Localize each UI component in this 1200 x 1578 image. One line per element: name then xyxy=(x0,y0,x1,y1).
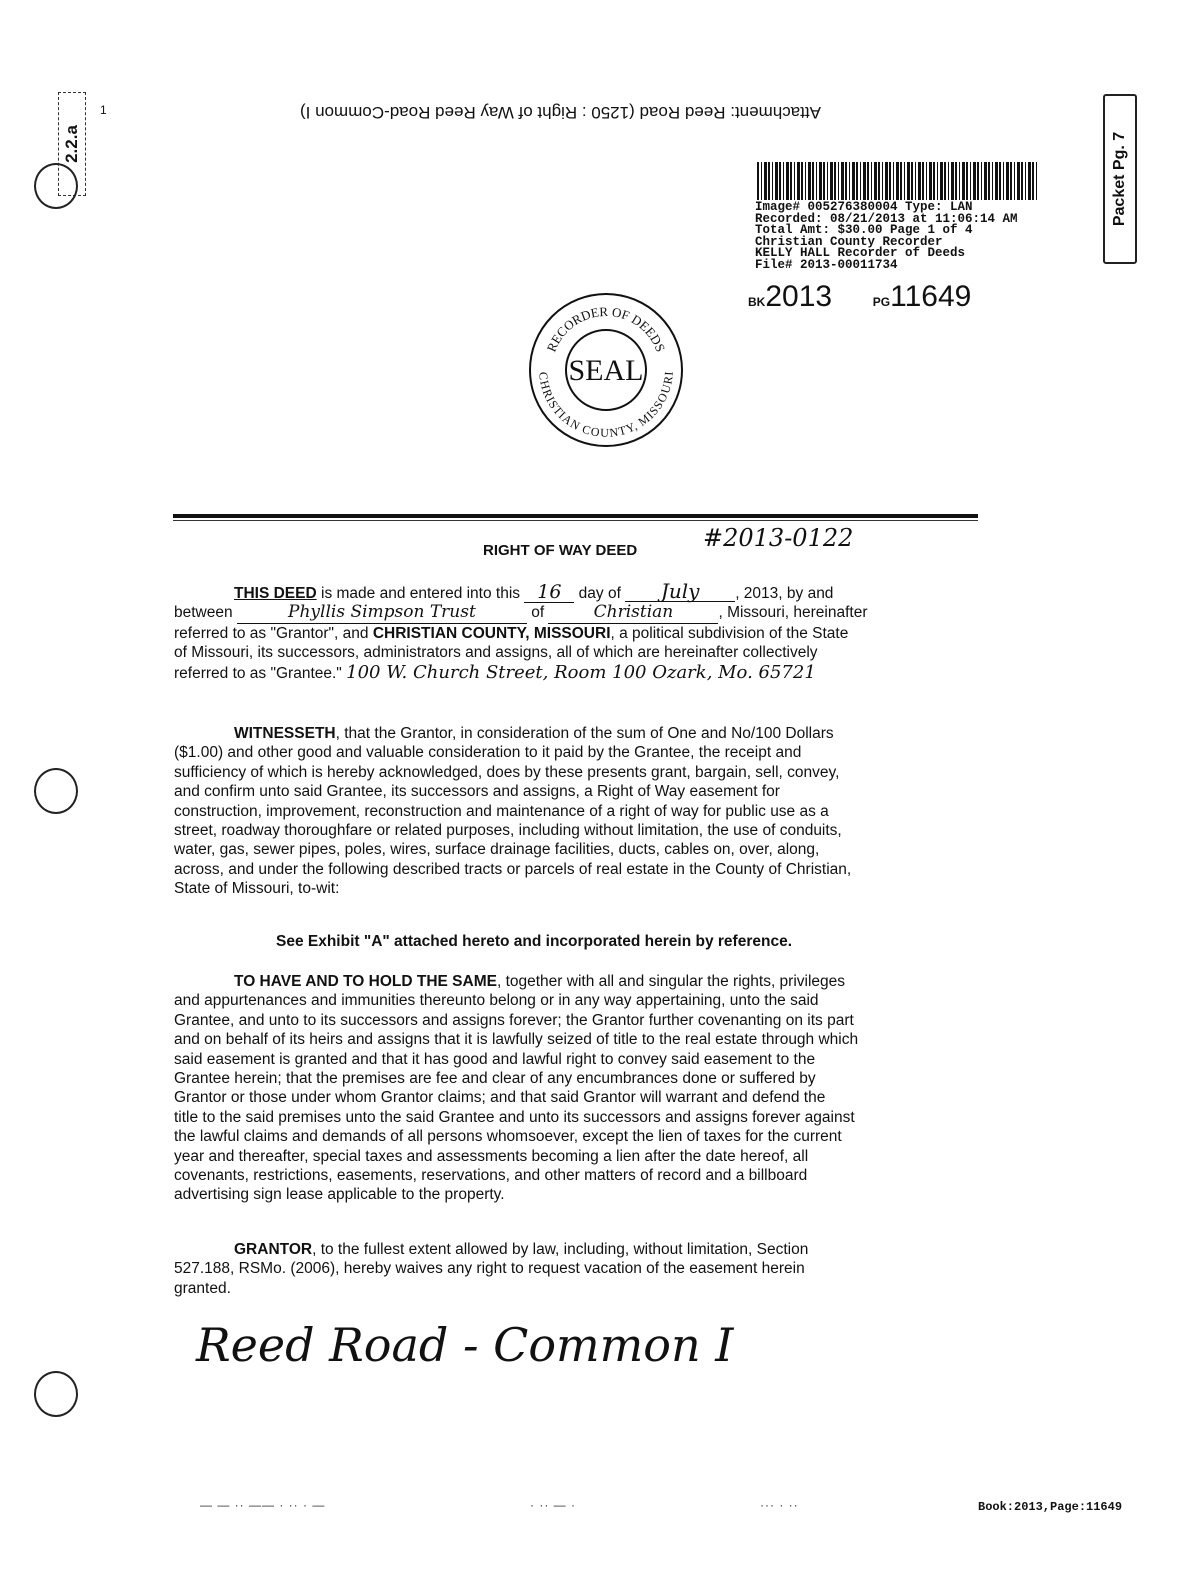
day-blank: 16 xyxy=(524,583,574,603)
agenda-tab-number: 1 xyxy=(100,103,107,117)
book-page-number: BK2013 PG11649 xyxy=(748,280,972,313)
seal-top-text: RECORDER OF DEEDS xyxy=(543,303,669,354)
recording-stamp: Image# 005276380004 Type: LAN Recorded: 08/21/2013 at 11:06:14 AM Total Amt: $30.00 Page 1 of 4 Christian County Recorder KELLY HALL Recorder of Deeds File# 2013-00011734 xyxy=(755,200,1018,272)
seal-bottom-text: CHRISTIAN COUNTY, MISSOURI xyxy=(536,371,676,440)
punch-hole-bottom xyxy=(34,1371,78,1417)
habendum-paragraph: TO HAVE AND TO HOLD THE SAME, together with all and singular the rights, privileges and appurtenances and immunities thereunto belong or in any way appertaining, unto the said Grantee, and unto to its successors and assigns forever; the Grantor further covenanting on its part and on behalf of its heirs and assigns that it is lawfully seized of title to the real estate through which said easement is granted and that it has good and lawful right to convey said easement to the Grantee herein; that the premises are fee and clear of any encumbrances done or suffered by Grantor or those under whom Grantor claims; and that said Grantor will warrant and defend the title to the said premises unto the said Grantee and unto its successors and assigns forever against the lawful claims and demands of all persons whomsoever, except the lien of taxes for the current year and thereafter, special taxes and assessments becoming a lien after the date hereof, all covenants, restrictions, easements, reservations, and other matters of record and a billboard advertising sign lease applicable to the property. xyxy=(174,973,859,1204)
packet-page-tab: Packet Pg. 7 xyxy=(1103,94,1137,264)
agenda-item-tab: 2.2.a xyxy=(58,92,86,196)
divider-rule-thin xyxy=(173,520,978,521)
barcode xyxy=(757,162,1037,200)
witnesseth-paragraph: WITNESSETH, that the Grantor, in consideration of the sum of One and No/100 Dollars ($1.00) and other good and valuable consideration to it paid by the Grantee, the receipt and sufficiency of which is hereby acknowledged, does by these presents grant, bargain, sell, convey, and confirm unto said Grantee, its successors and assigns, a Right of Way easement for construction, improvement, reconstruction and maintenance of a right of way for public use as a street, roadway thoroughfare or related purposes, including without limitation, the use of conduits, water, gas, sewer pipes, poles, wires, surface drainage facilities, ducts, cables on, over, along, across, and under the following described tracts or parcels of real estate in the County of Christian, State of Missouri, to-wit: xyxy=(174,725,852,898)
document-title: RIGHT OF WAY DEED xyxy=(483,542,638,559)
book-page-footer: Book:2013,Page:11649 xyxy=(978,1500,1123,1514)
divider-rule xyxy=(173,514,978,518)
scan-artifact: · ·· — · xyxy=(530,1498,576,1512)
scan-artifact: — — ·· —— · ·· · — xyxy=(200,1498,326,1512)
handwritten-deed-number: #2013-0122 xyxy=(703,524,854,552)
exhibit-reference: See Exhibit "A" attached hereto and incorporated herein by reference. xyxy=(276,933,793,950)
svg-text:RECORDER OF DEEDS xyxy=(544,304,669,354)
handwritten-note: Reed Road - Common I xyxy=(196,1318,734,1372)
month-blank: July xyxy=(625,582,735,602)
opening-paragraph: THIS DEED is made and entered into this 16 day of July , 2013, by and between Phyllis Simpson Trust of Christian , Missouri, hereinafter referred to as "Grantor", and CHRISTIAN COUNTY, MISSOURI, a political subdivision of the State of Missouri, its successors, administrators and assigns, all of which are hereinafter collectively referred to as "Grantee." 100 W. Church Street, Room 100 Ozark, Mo. 65721 xyxy=(174,579,868,683)
handwritten-address: 100 W. Church Street, Room 100 Ozark, Mo. 65721 xyxy=(346,661,816,683)
recorder-seal xyxy=(528,292,684,448)
grantor-name-blank: Phyllis Simpson Trust xyxy=(237,603,527,623)
scan-artifact: ··· · ·· xyxy=(760,1498,799,1512)
waiver-paragraph: GRANTOR, to the fullest extent allowed by law, including, without limitation, Section 527.188, RSMo. (2006), hereby waives any right to request vacation of the easement herein granted. xyxy=(174,1241,809,1297)
seal-center-text: SEAL xyxy=(568,354,644,387)
punch-hole-top xyxy=(34,163,78,209)
attachment-header: Attachment: Reed Road (1250 : Right of Way Reed Road-Common I) xyxy=(300,103,821,122)
county-blank: Christian xyxy=(548,603,718,623)
punch-hole-middle xyxy=(34,768,78,814)
